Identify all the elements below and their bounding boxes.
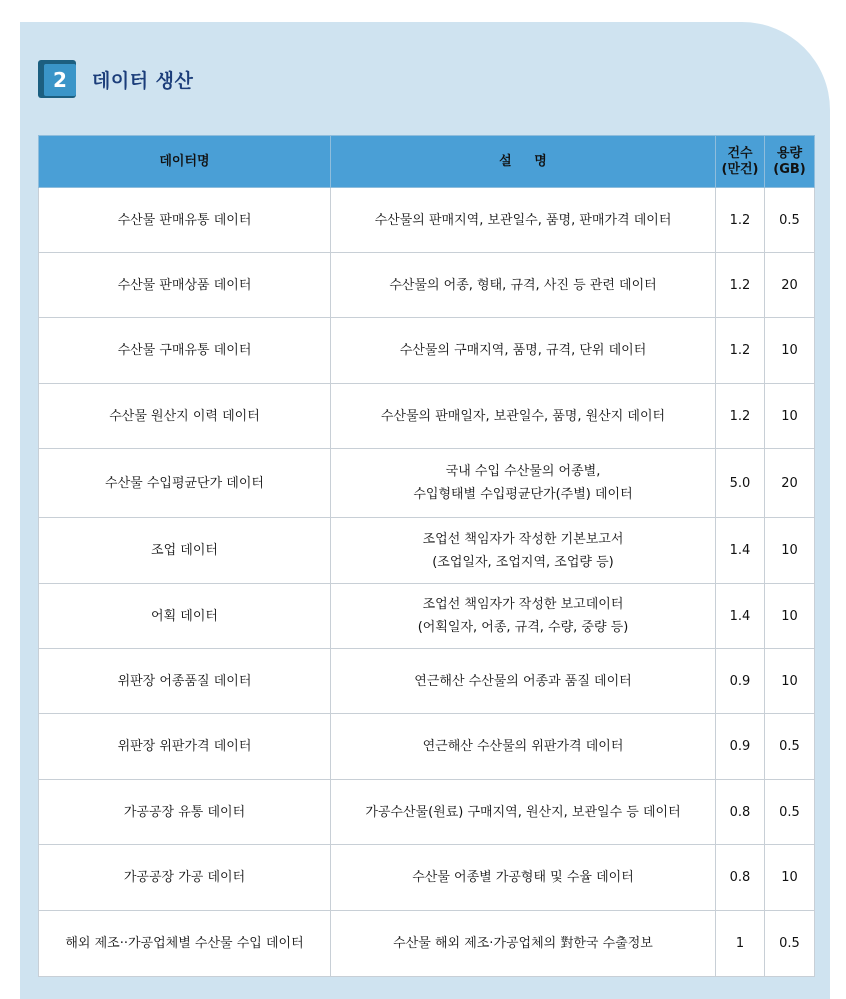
cell-count: 0.8 [716,845,765,911]
cell-count: 1.4 [716,518,765,584]
cell-data-name: 조업 데이터 [39,518,331,584]
cell-size: 10 [765,584,815,649]
cell-size: 20 [765,253,815,318]
table-row [39,780,815,845]
section-title: 데이터 생산 [92,69,194,92]
cell-data-name: 수산물 구매유통 데이터 [39,318,331,384]
cell-size: 10 [765,649,815,714]
cell-data-name: 위판장 어종품질 데이터 [39,649,331,714]
cell-description [331,584,716,649]
cell-count: 1.2 [716,253,765,318]
header-size-line2: (GB) [773,161,806,177]
cell-count: 1.2 [716,384,765,449]
description-line: 수입형태별 수입평균단가(주별) 데이터 [413,487,633,502]
description-line: 수산물 해외 제조·가공업체의 對한국 수출정보 [393,936,653,951]
cell-count: 1.2 [716,188,765,253]
table-row [39,384,815,449]
cell-count: 0.9 [716,649,765,714]
cell-size: 0.5 [765,911,815,977]
table-row [39,649,815,714]
header-description: 설 명 [331,136,716,188]
table-row [39,714,815,780]
cell-data-name: 가공공장 유통 데이터 [39,780,331,845]
cell-size: 0.5 [765,188,815,253]
description-line: 수산물의 판매일자, 보관일수, 품명, 원산지 데이터 [380,408,666,424]
cell-description [331,518,716,584]
cell-count: 1.4 [716,584,765,649]
cell-count: 5.0 [716,449,765,518]
cell-description [331,649,716,714]
cell-size: 0.5 [765,714,815,780]
cell-size: 10 [765,518,815,584]
table-row [39,188,815,253]
cell-data-name: 가공공장 가공 데이터 [39,845,331,911]
header-count-line2: (만건) [721,161,759,177]
cell-count: 1.2 [716,318,765,384]
cell-description [331,845,716,911]
cell-description [331,911,716,977]
cell-description [331,449,716,518]
description-line: 연근해산 수산물의 위판가격 데이터 [422,739,624,754]
cell-description [331,780,716,845]
cell-count: 1 [716,911,765,977]
cell-data-name: 수산물 수입평균단가 데이터 [39,449,331,518]
cell-description [331,318,716,384]
cell-count: 0.9 [716,714,765,780]
description-line: 가공수산물(원료) 구매지역, 원산지, 보관일수 등 데이터 [365,804,681,820]
cell-data-name: 어획 데이터 [39,584,331,649]
cell-count: 0.8 [716,780,765,845]
table-header-row [39,136,815,188]
description-line: 국내 수입 수산물의 어종별, [445,464,601,479]
cell-description [331,188,716,253]
cell-data-name: 수산물 판매유통 데이터 [39,188,331,253]
header-count [716,136,765,188]
cell-size: 0.5 [765,780,815,845]
description-line: (어획일자, 어종, 규격, 수량, 중량 등) [417,620,629,635]
description-line: 조업선 책임자가 작성한 기본보고서 [422,531,624,547]
section-header [38,58,193,100]
header-count-line1: 건수 [727,145,753,161]
cell-size: 10 [765,384,815,449]
section-number: 2 [44,64,76,96]
table-row [39,253,815,318]
description-line: 연근해산 수산물의 어종과 품질 데이터 [414,673,632,689]
section-number-badge [38,60,76,98]
description-line: (조업일자, 조업지역, 조업량 등) [432,554,614,570]
table-row [39,318,815,384]
table-row [39,845,815,911]
cell-data-name: 수산물 판매상품 데이터 [39,253,331,318]
table-row [39,911,815,977]
description-line: 수산물 어종별 가공형태 및 수율 데이터 [412,870,634,885]
header-size [765,136,815,188]
data-table [38,135,815,977]
cell-description [331,714,716,780]
cell-description [331,384,716,449]
cell-size: 10 [765,318,815,384]
cell-size: 20 [765,449,815,518]
header-size-line1: 용량 [776,145,803,161]
cell-data-name: 해외 제조··가공업체별 수산물 수입 데이터 [39,911,331,977]
description-line: 조업선 책임자가 작성한 보고데이터 [422,597,624,612]
table-row [39,584,815,649]
table-row [39,518,815,584]
cell-size: 10 [765,845,815,911]
cell-data-name: 수산물 원산지 이력 데이터 [39,384,331,449]
cell-description [331,253,716,318]
description-line: 수산물의 어종, 형태, 규격, 사진 등 관련 데이터 [389,277,657,293]
header-data-name: 데이터명 [39,136,331,188]
description-line: 수산물의 구매지역, 품명, 규격, 단위 데이터 [399,343,647,358]
cell-data-name: 위판장 위판가격 데이터 [39,714,331,780]
description-line: 수산물의 판매지역, 보관일수, 품명, 판매가격 데이터 [374,212,672,228]
table-body [39,188,815,977]
table-row [39,449,815,518]
